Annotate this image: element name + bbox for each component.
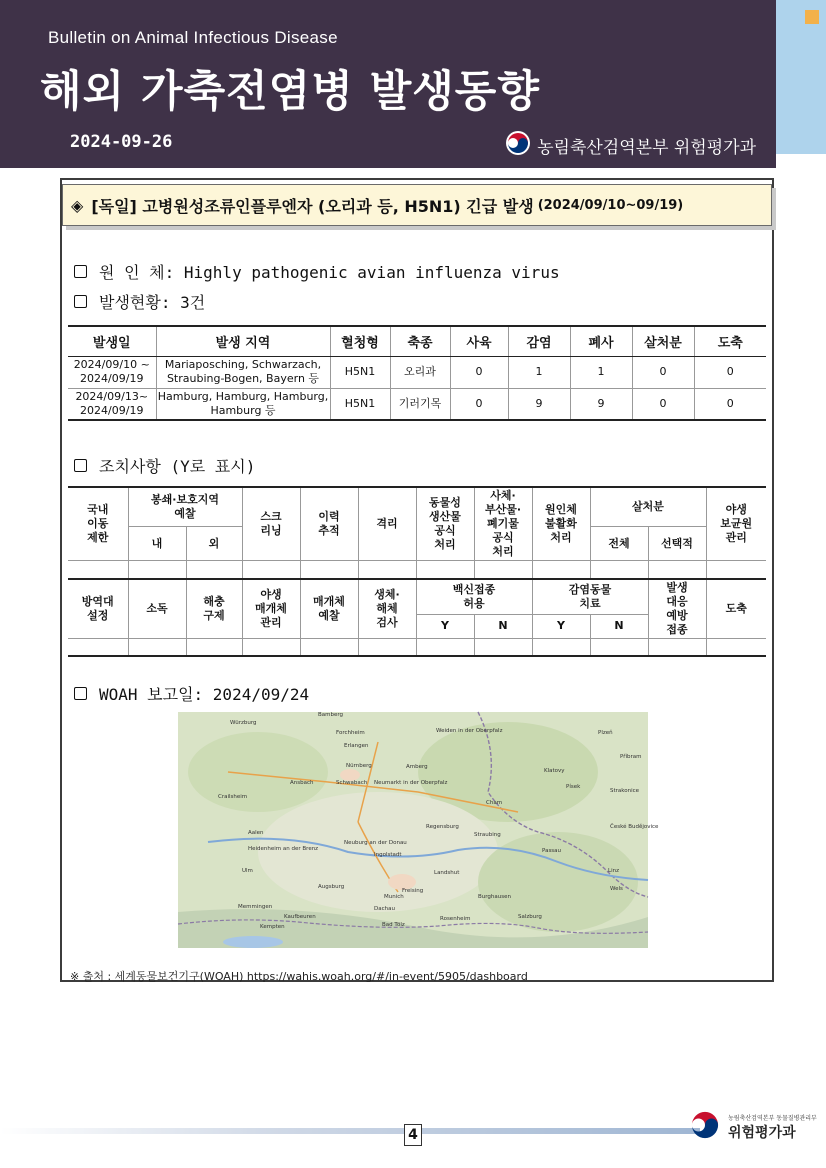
- cell-infected: 9: [508, 388, 570, 420]
- footer-org-small: 농림축산검역본부 동물질병관리부: [728, 1114, 817, 1122]
- cell-date: 2024/09/13~ 2024/09/19: [68, 388, 156, 420]
- value-cell: [68, 638, 128, 656]
- col-header: 축종: [390, 326, 450, 356]
- measure-zoning: 방역대 설정: [68, 579, 128, 639]
- map-label: Burghausen: [478, 894, 511, 900]
- measures-title: 조치사항 (Y로 표시): [99, 457, 256, 476]
- footer-org-big: 위험평가과: [728, 1124, 796, 1141]
- map-label: Amberg: [406, 764, 428, 770]
- org-label: [505, 130, 756, 161]
- cell-reared: 0: [450, 388, 508, 420]
- taegeuk-logo-icon: [688, 1108, 722, 1146]
- measure-culling-total: 전체: [590, 527, 648, 561]
- value-cell: [590, 561, 648, 579]
- map-label: Cham: [486, 800, 503, 806]
- value-cell: [300, 638, 358, 656]
- page-number: 4: [404, 1124, 422, 1146]
- cell-region: Mariaposching, Schwarzach, Straubing-Bogen, Bayern 등: [156, 356, 330, 388]
- value-cell: [706, 561, 766, 579]
- cell-serotype: H5N1: [330, 356, 390, 388]
- value-cell: [532, 638, 590, 656]
- issue-date: 2024-09-26: [70, 132, 173, 152]
- taegeuk-logo-icon: [505, 130, 531, 161]
- header-band: [0, 0, 776, 168]
- value-cell: [128, 638, 186, 656]
- map-label: Munich: [384, 894, 404, 900]
- report-banner: [62, 184, 772, 226]
- map-label: Regensburg: [426, 824, 459, 830]
- measure-pest-control: 해충 구제: [186, 579, 242, 639]
- map-label: Neumarkt in der Oberpfalz: [374, 780, 448, 786]
- map-label: Příbram: [620, 754, 642, 760]
- col-header: 발생일: [68, 326, 156, 356]
- page-title: 해외 가축전염병 발생동향: [40, 67, 540, 117]
- map-label: Strakonice: [610, 788, 640, 794]
- cell-species: 오리과: [390, 356, 450, 388]
- value-cell: [706, 638, 766, 656]
- map-label: Freising: [402, 888, 424, 894]
- measure-treatment-infected: 감염동물 치료: [532, 579, 648, 615]
- value-cell: [186, 638, 242, 656]
- map-label: Heidenheim an der Brenz: [248, 846, 319, 852]
- map-label: Salzburg: [518, 914, 542, 920]
- map-label: Ingolstadt: [374, 852, 402, 858]
- source-note: ※ 출처 : 세계동물보건기구(WOAH) https://wahis.woah.org/#/in-event/5905/dashboard: [70, 970, 528, 983]
- cell-dead: 1: [570, 356, 632, 388]
- measure-outside: 외: [186, 527, 242, 561]
- value-cell: [474, 638, 532, 656]
- map-label: Landshut: [434, 870, 460, 876]
- value-cell: [68, 561, 128, 579]
- measure-carcass-disposal: 사체· 부산물· 폐기물 공식 처리: [474, 487, 532, 561]
- checkbox-square-icon: [74, 459, 87, 472]
- map-label: Forchheim: [336, 730, 365, 736]
- map-label: Weiden in der Oberpfalz: [436, 728, 503, 734]
- map-label: Plzeň: [598, 730, 613, 736]
- table-row: [68, 356, 766, 388]
- col-header: 살처분: [632, 326, 694, 356]
- measures-value-row-1: [68, 561, 766, 579]
- map-label: Linz: [608, 868, 619, 874]
- diamond-icon: ◈: [71, 195, 84, 215]
- map-label: Bamberg: [318, 712, 344, 718]
- measure-y: Y: [532, 614, 590, 638]
- measures-header-row-2: [68, 579, 766, 615]
- checkbox-square-icon: [74, 265, 87, 278]
- cell-reared: 0: [450, 356, 508, 388]
- banner-title: [독일] 고병원성조류인플루엔자 (오리과 등, H5N1) 긴급 발생: [91, 196, 534, 216]
- map-label: Ulm: [242, 868, 253, 874]
- value-cell: [648, 561, 706, 579]
- measure-isolation: 격리: [358, 487, 416, 561]
- measure-vector-surveillance: 매개체 예찰: [300, 579, 358, 639]
- map-label: Memmingen: [238, 904, 273, 910]
- cell-serotype: H5N1: [330, 388, 390, 420]
- report-date-line: [74, 682, 309, 705]
- map-label: Nürnberg: [346, 763, 372, 769]
- col-header: 감염: [508, 326, 570, 356]
- value-cell: [590, 638, 648, 656]
- col-header: 발생 지역: [156, 326, 330, 356]
- map-label: Wels: [610, 886, 623, 892]
- value-cell: [416, 638, 474, 656]
- status-line: [74, 290, 205, 313]
- measure-tracing: 이력 추적: [300, 487, 358, 561]
- map-label: Klatovy: [544, 768, 565, 774]
- value-cell: [416, 561, 474, 579]
- measure-culling-selective: 선택적: [648, 527, 706, 561]
- col-header: 사육: [450, 326, 508, 356]
- map-label: Passau: [542, 848, 562, 854]
- cell-slaughtered: 0: [694, 356, 766, 388]
- map-label: Písek: [566, 784, 581, 790]
- map-canvas: [178, 712, 659, 948]
- measure-n: N: [474, 614, 532, 638]
- outbreak-table-header: [68, 326, 766, 356]
- cell-slaughtered: 0: [694, 388, 766, 420]
- measure-vaccination-allowed: 백신접종 허용: [416, 579, 532, 615]
- measures-table: [68, 486, 766, 657]
- value-cell: [358, 638, 416, 656]
- measure-inside: 내: [128, 527, 186, 561]
- measure-disinfection: 소독: [128, 579, 186, 639]
- corner-decoration-orange: [805, 10, 819, 24]
- map-label: Aalen: [248, 830, 264, 836]
- banner-date-range: (2024/09/10~09/19): [537, 197, 684, 213]
- measure-screening: 스크 리닝: [242, 487, 300, 561]
- value-cell: [242, 638, 300, 656]
- bulletin-subtitle: Bulletin on Animal Infectious Disease: [48, 28, 338, 47]
- checkbox-square-icon: [74, 295, 87, 308]
- pathogen-text: 원 인 체: Highly pathogenic avian influenza virus: [99, 263, 560, 282]
- value-cell: [186, 561, 242, 579]
- outbreak-map: [178, 712, 659, 948]
- status-text: 발생현황: 3건: [99, 293, 206, 312]
- measure-containment: 봉쇄·보호지역 예찰: [128, 487, 242, 527]
- cell-infected: 1: [508, 356, 570, 388]
- org-name: 농림축산검역본부 위험평가과: [537, 138, 756, 158]
- value-cell: [474, 561, 532, 579]
- map-label: Rosenheim: [440, 916, 471, 922]
- map-label: Dachau: [374, 906, 395, 912]
- map-label: Straubing: [474, 832, 501, 838]
- measure-wildlife-reservoir: 야생 보균원 관리: [706, 487, 766, 561]
- map-label: Neuburg an der Donau: [344, 840, 407, 846]
- measure-wildlife-vector: 야생 매개체 관리: [242, 579, 300, 639]
- map-label: Würzburg: [230, 720, 257, 726]
- measure-outbreak-vaccination: 발생 대응 예방 접종: [648, 579, 706, 639]
- measure-culling: 살처분: [590, 487, 706, 527]
- measure-y: Y: [416, 614, 474, 638]
- map-label: Erlangen: [344, 743, 369, 749]
- value-cell: [300, 561, 358, 579]
- outbreak-table: [68, 325, 766, 421]
- cell-region: Hamburg, Hamburg, Hamburg, Hamburg 등: [156, 388, 330, 420]
- checkbox-square-icon: [74, 687, 87, 700]
- measures-heading: [74, 454, 255, 477]
- map-label: Ansbach: [290, 780, 314, 786]
- measure-product-disposal: 동물성 생산물 공식 처리: [416, 487, 474, 561]
- measures-header-row-1: [68, 487, 766, 527]
- measure-pathogen-inactivation: 원인체 불활화 처리: [532, 487, 590, 561]
- report-date-text: WOAH 보고일: 2024/09/24: [99, 685, 310, 704]
- value-cell: [532, 561, 590, 579]
- measure-ante-post-mortem: 생체· 해체 검사: [358, 579, 416, 639]
- cell-species: 기러기목: [390, 388, 450, 420]
- measure-slaughter: 도축: [706, 579, 766, 639]
- value-cell: [648, 638, 706, 656]
- measures-value-row-2: [68, 638, 766, 656]
- value-cell: [242, 561, 300, 579]
- measure-n: N: [590, 614, 648, 638]
- value-cell: [358, 561, 416, 579]
- map-label: Crailsheim: [218, 794, 248, 800]
- footer-bar: [0, 1128, 700, 1134]
- col-header: 폐사: [570, 326, 632, 356]
- map-label: Bad Tölz: [382, 922, 405, 928]
- table-row: [68, 388, 766, 420]
- pathogen-line: [74, 260, 560, 283]
- cell-dead: 9: [570, 388, 632, 420]
- report-frame: [60, 178, 774, 982]
- cell-date: 2024/09/10 ~ 2024/09/19: [68, 356, 156, 388]
- col-header: 도축: [694, 326, 766, 356]
- value-cell: [128, 561, 186, 579]
- map-label: Kaufbeuren: [284, 914, 316, 920]
- map-label: České Budějovice: [610, 824, 659, 830]
- map-label: Kempten: [260, 924, 285, 930]
- map-label: Schwabach: [336, 780, 368, 786]
- measure-domestic: 국내 이동 제한: [68, 487, 128, 561]
- map-label: Augsburg: [318, 884, 345, 890]
- footer-logo: [688, 1108, 817, 1146]
- col-header: 혈청형: [330, 326, 390, 356]
- cell-culled: 0: [632, 388, 694, 420]
- cell-culled: 0: [632, 356, 694, 388]
